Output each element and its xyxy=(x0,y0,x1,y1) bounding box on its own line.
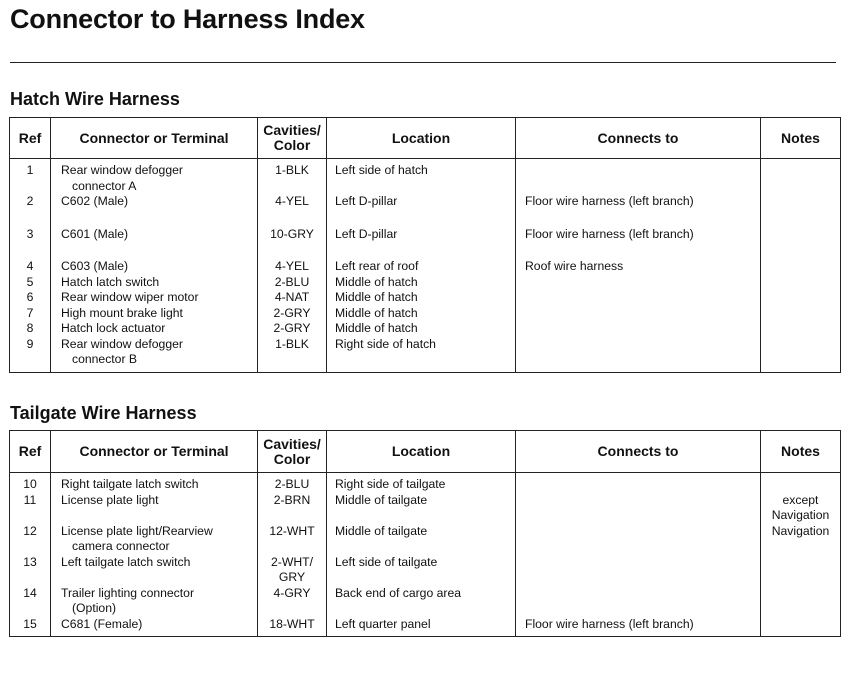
spacer-cell xyxy=(10,242,51,259)
connects-to-cell: Floor wire harness (left branch) xyxy=(516,194,761,210)
table-row xyxy=(10,555,841,586)
connects-to-cell xyxy=(516,159,761,195)
cavities-cell-line: 4-GRY xyxy=(273,585,311,600)
ref-cell: 5 xyxy=(10,275,51,291)
connector-cell xyxy=(51,321,258,337)
connects-to-cell: Floor wire harness (left branch) xyxy=(516,617,761,637)
spacer-cell xyxy=(516,242,761,259)
connector-cell-line: Rear window defogger xyxy=(61,163,183,177)
location-cell: Left side of hatch xyxy=(327,159,516,195)
ref-cell: 11 xyxy=(10,493,51,524)
connector-cell xyxy=(51,306,258,322)
connects-to-cell xyxy=(516,493,761,524)
ref-cell: 9 xyxy=(10,337,51,373)
cavities-cell-line: 10-GRY xyxy=(270,226,314,241)
connector-cell-line: C681 (Female) xyxy=(61,616,143,631)
column-header-location: Location xyxy=(327,118,516,159)
connector-cell xyxy=(51,617,258,637)
table-row xyxy=(10,337,841,373)
location-cell: Middle of hatch xyxy=(327,275,516,291)
location-cell: Right side of tailgate xyxy=(327,473,516,493)
cavities-cell-line: 18-WHT xyxy=(269,616,315,631)
cavities-cell xyxy=(258,321,327,337)
location-cell: Right side of hatch xyxy=(327,337,516,373)
connector-cell xyxy=(51,337,258,373)
column-header-connector: Connector or Terminal xyxy=(51,118,258,159)
notes-cell-line: Navigation xyxy=(771,523,830,538)
notes-cell xyxy=(761,617,841,637)
column-header-cavities xyxy=(258,431,327,473)
cavities-cell xyxy=(258,473,327,493)
connector-cell-line: License plate light/Rearview xyxy=(61,523,213,538)
cavities-cell xyxy=(258,159,327,195)
location-cell: Left side of tailgate xyxy=(327,555,516,586)
connects-to-cell xyxy=(516,586,761,617)
cavities-cell xyxy=(258,555,327,586)
notes-cell xyxy=(761,159,841,195)
table-row xyxy=(10,290,841,306)
connects-to-cell xyxy=(516,473,761,493)
notes-cell xyxy=(761,194,841,210)
cavities-cell xyxy=(258,290,327,306)
connector-cell-line: connector B xyxy=(72,352,138,366)
connector-cell-line: C601 (Male) xyxy=(61,226,129,241)
connects-to-cell xyxy=(516,555,761,586)
cavities-cell xyxy=(258,337,327,373)
cavities-cell xyxy=(258,586,327,617)
table-row xyxy=(10,617,841,637)
spacer-cell xyxy=(327,210,516,227)
connects-to-cell xyxy=(516,306,761,322)
location-cell: Back end of cargo area xyxy=(327,586,516,617)
table-row xyxy=(10,159,841,195)
notes-cell xyxy=(761,555,841,586)
hatch-section-title: Hatch Wire Harness xyxy=(10,89,180,109)
connector-cell-line: Right tailgate latch switch xyxy=(61,477,199,491)
tailgate-harness-table xyxy=(9,430,841,637)
location-cell: Middle of hatch xyxy=(327,321,516,337)
connector-cell-line: (Option) xyxy=(72,601,117,615)
ref-cell: 15 xyxy=(10,617,51,637)
spacer-row xyxy=(10,242,841,259)
notes-cell xyxy=(761,227,841,243)
connector-cell-line: C602 (Male) xyxy=(61,194,129,208)
table-row xyxy=(10,194,841,210)
cavities-cell-line: 2-BRN xyxy=(273,492,311,507)
connects-to-cell xyxy=(516,524,761,555)
spacer-cell xyxy=(516,210,761,227)
notes-cell xyxy=(761,306,841,322)
ref-cell: 6 xyxy=(10,290,51,306)
connects-to-cell xyxy=(516,275,761,291)
location-cell: Middle of hatch xyxy=(327,306,516,322)
cavities-cell xyxy=(258,227,327,243)
spacer-row xyxy=(10,210,841,227)
spacer-cell xyxy=(761,242,841,259)
cavities-cell xyxy=(258,493,327,524)
cavities-cell-line: 2-WHT/ xyxy=(271,554,313,569)
ref-cell: 13 xyxy=(10,555,51,586)
table-row xyxy=(10,524,841,555)
table-row xyxy=(10,493,841,524)
location-cell: Middle of tailgate xyxy=(327,524,516,555)
location-cell: Left D-pillar xyxy=(327,227,516,243)
cavities-cell xyxy=(258,617,327,637)
table-row xyxy=(10,306,841,322)
ref-cell: 8 xyxy=(10,321,51,337)
spacer-cell xyxy=(761,210,841,227)
cavities-cell-line: 4-NAT xyxy=(274,290,310,304)
connector-cell-line: Trailer lighting connector xyxy=(61,585,194,600)
connector-cell xyxy=(51,555,258,586)
connector-cell-line: High mount brake light xyxy=(61,305,183,320)
ref-cell: 14 xyxy=(10,586,51,617)
cavities-cell xyxy=(258,194,327,210)
column-header-cavities-line: Color xyxy=(273,450,311,467)
cavities-cell-line: 12-WHT xyxy=(269,523,315,538)
column-header-connects-to: Connects to xyxy=(516,118,761,159)
connector-cell xyxy=(51,473,258,493)
connector-cell-line: Left tailgate latch switch xyxy=(61,554,191,569)
connector-cell xyxy=(51,586,258,617)
column-header-cavities-line: Cavities/ xyxy=(263,435,321,452)
location-cell: Left D-pillar xyxy=(327,194,516,210)
cavities-cell-line: 2-GRY xyxy=(273,305,311,320)
notes-cell xyxy=(761,259,841,275)
location-cell: Left rear of roof xyxy=(327,259,516,275)
cavities-cell-line: 2-GRY xyxy=(273,321,311,335)
notes-cell xyxy=(761,321,841,337)
connector-cell xyxy=(51,524,258,555)
ref-cell: 4 xyxy=(10,259,51,275)
cavities-cell-line: 1-BLK xyxy=(275,163,309,177)
notes-cell xyxy=(761,337,841,373)
location-cell: Left quarter panel xyxy=(327,617,516,637)
connector-cell xyxy=(51,275,258,291)
connects-to-cell: Roof wire harness xyxy=(516,259,761,275)
cavities-cell-line: GRY xyxy=(278,570,306,584)
column-header-cavities xyxy=(258,118,327,159)
cavities-cell-line: 4-YEL xyxy=(275,259,309,273)
connector-cell xyxy=(51,194,258,210)
column-header-cavities-line: Cavities/ xyxy=(263,122,321,138)
table-header-row xyxy=(10,118,841,159)
column-header-notes: Notes xyxy=(761,118,841,159)
cavities-cell-line: 1-BLK xyxy=(275,336,309,351)
ref-cell: 1 xyxy=(10,159,51,195)
column-header-ref: Ref xyxy=(10,431,51,473)
column-header-ref: Ref xyxy=(10,118,51,159)
connects-to-cell: Floor wire harness (left branch) xyxy=(516,227,761,243)
connector-cell-line: camera connector xyxy=(72,539,170,553)
notes-cell-line: Navigation xyxy=(771,508,830,522)
connector-cell-line: Hatch latch switch xyxy=(61,274,160,289)
cavities-cell xyxy=(258,306,327,322)
cavities-cell xyxy=(258,259,327,275)
connector-cell-line: Rear window wiper motor xyxy=(61,290,199,304)
cavities-cell-line: 2-BLU xyxy=(274,274,310,289)
connector-cell xyxy=(51,227,258,243)
table-row xyxy=(10,259,841,275)
ref-cell: 7 xyxy=(10,306,51,322)
connector-cell xyxy=(51,290,258,306)
notes-cell xyxy=(761,290,841,306)
connector-cell-line: connector A xyxy=(72,178,137,193)
column-header-notes: Notes xyxy=(761,431,841,473)
tailgate-section-title: Tailgate Wire Harness xyxy=(10,403,197,423)
ref-cell: 12 xyxy=(10,524,51,555)
cavities-cell xyxy=(258,275,327,291)
notes-cell xyxy=(761,493,841,524)
connects-to-cell xyxy=(516,321,761,337)
ref-cell: 3 xyxy=(10,227,51,243)
connector-cell xyxy=(51,493,258,524)
location-cell: Middle of hatch xyxy=(327,290,516,306)
notes-cell xyxy=(761,473,841,493)
connector-cell-line: C603 (Male) xyxy=(61,259,129,273)
spacer-cell xyxy=(51,210,258,227)
table-row xyxy=(10,586,841,617)
cavities-cell-line: 2-BLU xyxy=(274,477,310,491)
connector-cell-line: License plate light xyxy=(61,492,159,507)
column-header-cavities-line: Color xyxy=(273,137,311,153)
connector-cell xyxy=(51,259,258,275)
connects-to-cell xyxy=(516,290,761,306)
hatch-harness-table xyxy=(9,117,841,373)
page-title: Connector to Harness Index xyxy=(10,4,365,34)
tailgate-table-body xyxy=(10,473,841,637)
location-cell: Middle of tailgate xyxy=(327,493,516,524)
table-row xyxy=(10,227,841,243)
notes-cell xyxy=(761,275,841,291)
hatch-table-body xyxy=(10,159,841,373)
column-header-connector: Connector or Terminal xyxy=(51,431,258,473)
connector-cell-line: Rear window defogger xyxy=(61,336,183,351)
title-divider xyxy=(10,62,836,63)
notes-cell xyxy=(761,586,841,617)
table-row xyxy=(10,321,841,337)
ref-cell: 2 xyxy=(10,194,51,210)
spacer-cell xyxy=(51,242,258,259)
column-header-connects-to: Connects to xyxy=(516,431,761,473)
notes-cell-line: except xyxy=(782,492,819,507)
cavities-cell-line: 4-YEL xyxy=(275,194,309,208)
table-row xyxy=(10,275,841,291)
spacer-cell xyxy=(10,210,51,227)
spacer-cell xyxy=(258,242,327,259)
connects-to-cell xyxy=(516,337,761,373)
ref-cell: 10 xyxy=(10,473,51,493)
column-header-location: Location xyxy=(327,431,516,473)
table-row xyxy=(10,473,841,493)
notes-cell xyxy=(761,524,841,555)
cavities-cell xyxy=(258,524,327,555)
spacer-cell xyxy=(258,210,327,227)
table-header-row xyxy=(10,431,841,473)
spacer-cell xyxy=(327,242,516,259)
connector-cell xyxy=(51,159,258,195)
connector-cell-line: Hatch lock actuator xyxy=(61,321,166,335)
